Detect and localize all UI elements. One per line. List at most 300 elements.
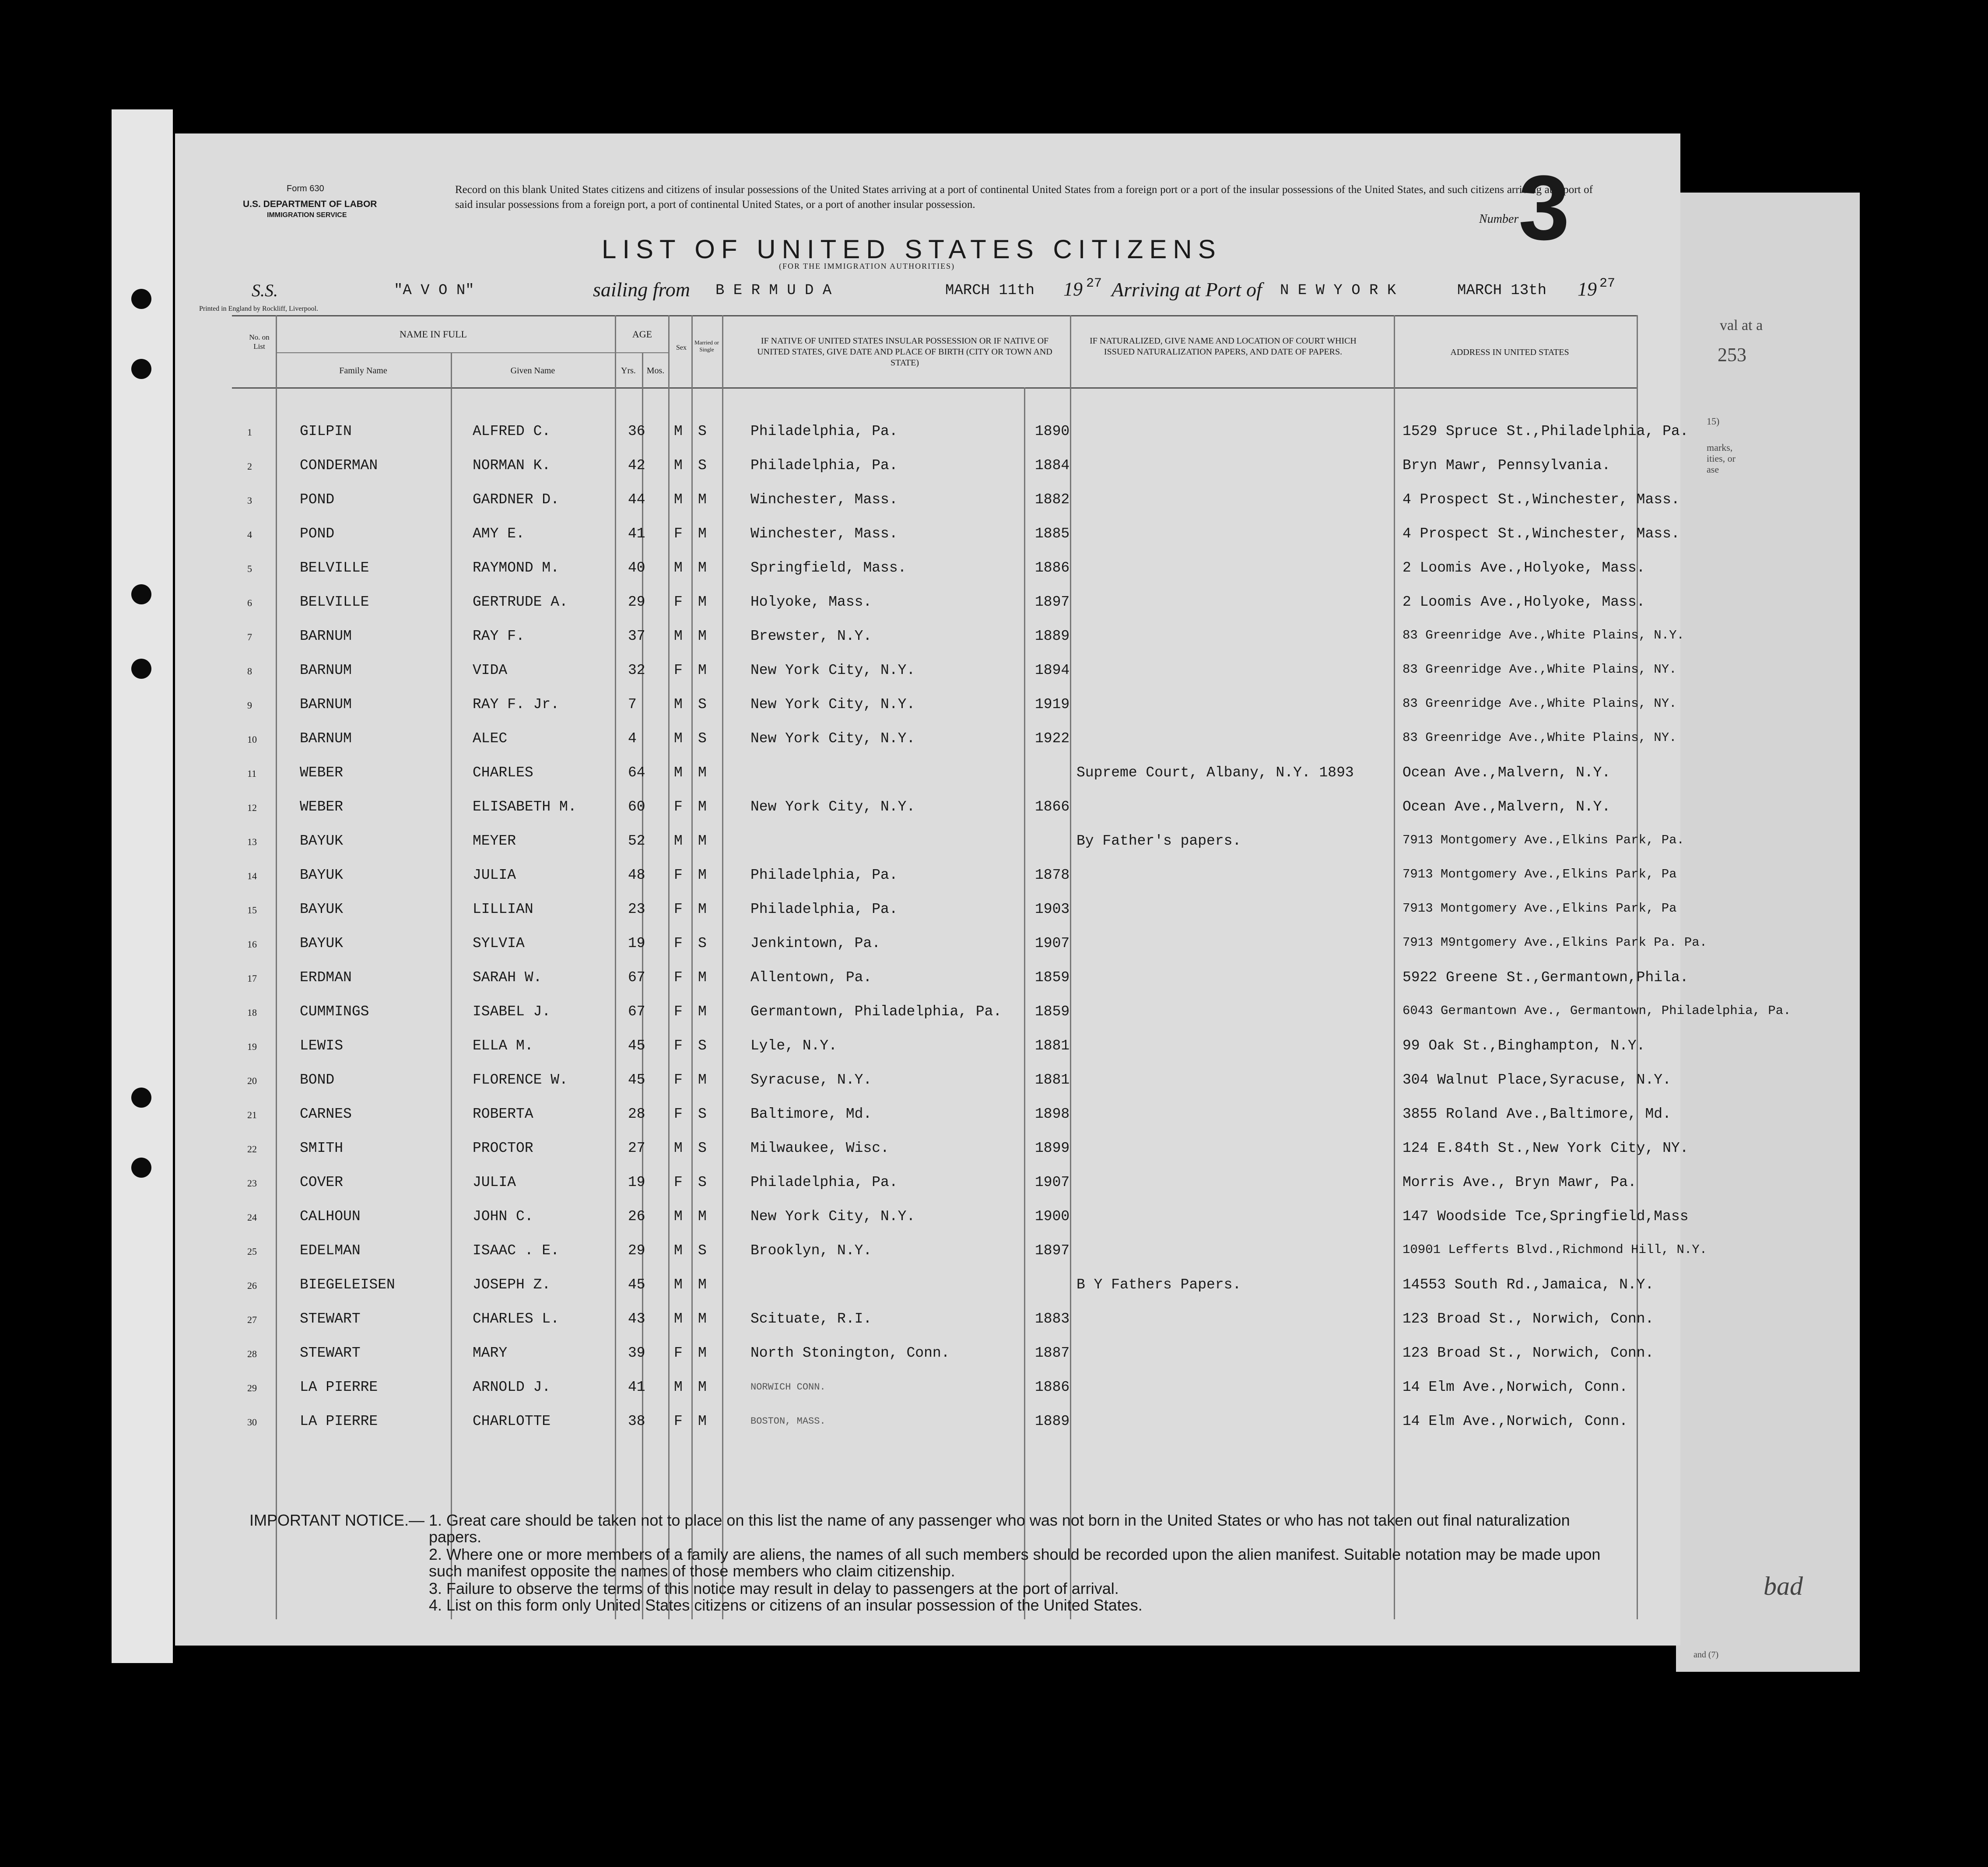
back-text-4: marks, [1707,442,1733,453]
address: 147 Woodside Tce,Springfield,Mass [1402,1208,1689,1225]
birth-year: 1899 [1035,1140,1070,1156]
marital-status: S [698,1174,707,1190]
header-family-name: Family Name [339,366,387,376]
header-yrs: Yrs. [621,366,636,376]
row-number: 20 [247,1075,257,1086]
header-name-in-full: NAME IN FULL [400,329,467,340]
birth-year: 1894 [1035,662,1070,678]
service: IMMIGRATION SERVICE [267,211,347,219]
birthplace: Milwaukee, Wisc. [750,1140,889,1156]
family-name: BARNUM [300,696,352,712]
birth-year: 1903 [1035,901,1070,917]
given-name: MARY [473,1345,508,1361]
row-number: 1 [247,427,252,438]
row-number: 24 [247,1212,257,1223]
arrive-year-prefix: 19 [1578,278,1597,300]
birthplace: Springfield, Mass. [750,560,907,576]
age: 48 [628,867,645,883]
header-married-single: Married or Single [694,339,719,353]
address: 14 Elm Ave.,Norwich, Conn. [1402,1379,1628,1395]
header-native: IF NATIVE OF UNITED STATES INSULAR POSSESSION OR IF NATIVE OF UNITED STATES, GIVE DATE AND PLACE OF BIRTH (CITY OR TOWN AND STATE) [757,336,1052,368]
table-row [175,1028,1680,1062]
table-row [175,721,1680,755]
age: 23 [628,901,645,917]
sex: M [674,457,683,474]
table-row [175,1165,1680,1199]
row-number: 12 [247,802,257,813]
age: 29 [628,1242,645,1259]
sex: F [674,1174,683,1190]
table-row [175,789,1680,823]
given-name: ROBERTA [473,1106,533,1122]
birth-year: 1878 [1035,867,1070,883]
table-row [175,516,1680,550]
marital-status: M [698,833,707,849]
given-name: GARDNER D. [473,491,560,508]
marital-status: M [698,526,707,542]
given-name: CHARLES L. [473,1311,560,1327]
birthplace: Philadelphia, Pa. [750,457,898,474]
age: 60 [628,799,645,815]
depart-date: MARCH 11th [945,282,1035,299]
table-row [175,618,1684,653]
age: 4 [628,730,637,747]
family-name: BELVILLE [300,560,369,576]
sex: F [674,594,683,610]
age: 52 [628,833,645,849]
marital-status: S [698,730,707,747]
family-name: BARNUM [300,662,352,678]
address: 83 Greenridge Ave.,White Plains, N.Y. [1402,628,1684,642]
birth-year: 1881 [1035,1072,1070,1088]
given-name: ISABEL J. [473,1004,551,1020]
sex: F [674,662,683,678]
birthplace: North Stonington, Conn. [750,1345,950,1361]
birthplace: New York City, N.Y. [750,662,915,678]
header-naturalized: IF NATURALIZED, GIVE NAME AND LOCATION OF COURT WHICH ISSUED NATURALIZATION PAPERS, AND DATE OF PAPERS. [1090,336,1357,357]
marital-status: M [698,491,707,508]
birth-year: 1859 [1035,969,1070,986]
row-number: 28 [247,1348,257,1359]
header-address: ADDRESS IN UNITED STATES [1450,347,1569,357]
family-name: BOND [300,1072,335,1088]
family-name: COVER [300,1174,344,1190]
birthplace: Syracuse, N.Y. [750,1072,872,1088]
given-name: AMY E. [473,526,525,542]
birth-year: 1889 [1035,628,1070,644]
marital-status: S [698,935,707,951]
notice-item-2: 2. Where one or more members of a family are aliens, the names of all such members should be recorded upon the alien manifest. Suitable notation may be made upon such manifest opposite the names of those members who claim citizenship. [429,1545,1601,1580]
row-number: 13 [247,836,257,847]
address: 6043 Germantown Ave., Germantown, Philadelphia, Pa. [1402,1004,1791,1018]
age: 39 [628,1345,645,1361]
given-name: MEYER [473,833,516,849]
address: 3855 Roland Ave.,Baltimore, Md. [1402,1106,1671,1122]
back-text-8: and (7) [1693,1650,1719,1660]
address: 83 Greenridge Ave.,White Plains, NY. [1402,730,1677,745]
birth-year: 1897 [1035,1242,1070,1259]
table-row [175,891,1680,926]
age: 64 [628,765,645,781]
marital-status: S [698,696,707,712]
address: 14 Elm Ave.,Norwich, Conn. [1402,1413,1628,1429]
given-name: JOSEPH Z. [473,1277,551,1293]
birth-year: 1884 [1035,457,1070,474]
given-name: JULIA [473,1174,516,1190]
birthplace: Allentown, Pa. [750,969,872,986]
given-name: RAY F. Jr. [473,696,560,712]
sailing-label: sailing from [593,278,690,301]
given-name: JULIA [473,867,516,883]
address: 7913 Montgomery Ave.,Elkins Park, Pa [1402,901,1677,916]
address: 304 Walnut Place,Syracuse, N.Y. [1402,1072,1671,1088]
row-number: 22 [247,1144,257,1155]
birthplace: New York City, N.Y. [750,1208,915,1225]
sex: M [674,1379,683,1395]
address: Ocean Ave.,Malvern, N.Y. [1402,799,1611,815]
family-name: SMITH [300,1140,344,1156]
family-name: WEBER [300,765,344,781]
table-row [175,1062,1680,1096]
address: 2 Loomis Ave.,Holyoke, Mass. [1402,594,1645,610]
marital-status: M [698,799,707,815]
family-name: CARNES [300,1106,352,1122]
sex: M [674,1242,683,1259]
marital-status: M [698,969,707,986]
age: 41 [628,526,645,542]
table-row [175,1267,1680,1301]
family-name: BAYUK [300,935,344,951]
table-row [175,550,1680,584]
age: 42 [628,457,645,474]
table-row [175,653,1680,687]
age: 45 [628,1038,645,1054]
given-name: LILLIAN [473,901,533,917]
marital-status: M [698,662,707,678]
back-text-3: 15) [1707,416,1720,427]
given-name: JOHN C. [473,1208,533,1225]
marital-status: M [698,1379,707,1395]
marital-status: S [698,1106,707,1122]
birthplace: Germantown, Philadelphia, Pa. [750,1004,1002,1020]
sex: F [674,526,683,542]
number-label: Number [1479,212,1519,226]
row-number: 30 [247,1417,257,1428]
birth-year: 1885 [1035,526,1070,542]
row-number: 15 [247,905,257,916]
age: 45 [628,1072,645,1088]
table-row [175,1369,1680,1404]
address: 10901 Lefferts Blvd.,Richmond Hill, N.Y. [1402,1242,1708,1257]
birth-year: 1886 [1035,1379,1070,1395]
age: 38 [628,1413,645,1429]
birth-year: 1866 [1035,799,1070,815]
given-name: ALFRED C. [473,423,551,439]
age: 37 [628,628,645,644]
given-name: CHARLES [473,765,533,781]
address: 14553 South Rd.,Jamaica, N.Y. [1402,1277,1654,1293]
address: 4 Prospect St.,Winchester, Mass. [1402,491,1680,508]
table-row [175,1130,1689,1165]
marital-status: M [698,1208,707,1225]
family-name: WEBER [300,799,344,815]
age: 36 [628,423,645,439]
table-row [175,755,1680,789]
family-name: BARNUM [300,628,352,644]
sex: M [674,1311,683,1327]
printer-note: Printed in England by Rockliff, Liverpool. [199,305,319,312]
sex: F [674,1345,683,1361]
row-number: 19 [247,1041,257,1052]
port-to: N E W Y O R K [1280,282,1396,299]
given-name: RAYMOND M. [473,560,560,576]
list-number: 3 [1518,156,1570,259]
row-number: 18 [247,1007,257,1018]
marital-status: M [698,765,707,781]
birth-year: 1907 [1035,1174,1070,1190]
age: 32 [628,662,645,678]
age: 19 [628,1174,645,1190]
row-number: 29 [247,1383,257,1393]
birthplace: Philadelphia, Pa. [750,423,898,439]
sex: F [674,1413,683,1429]
row-number: 14 [247,870,257,881]
name-header-rule [276,352,670,353]
table-header-rule [232,387,1637,389]
given-name: VIDA [473,662,508,678]
row-number: 7 [247,632,252,642]
given-name: ELLA M. [473,1038,533,1054]
sex: M [674,1277,683,1293]
notice-item-3: 3. Failure to observe the terms of this notice may result in delay to passengers at the port of arrival. [429,1579,1119,1597]
table-row [175,1199,1689,1233]
address: Morris Ave., Bryn Mawr, Pa. [1402,1174,1637,1190]
sex: F [674,799,683,815]
birth-year: 1859 [1035,1004,1070,1020]
sex: F [674,1072,683,1088]
back-text-2: 253 [1718,344,1746,365]
form-instructions: Record on this blank United States citizens and citizens of insular possessions of the United States arriving at a port of continental United States from a foreign port or a port of the insular possessions of the United States, and such citizens arriving at a port of said insular possessions from a foreign port, a port of continental United States, or a port of another insular possession. [455,184,1593,211]
sex: M [674,560,683,576]
header-mos: Mos. [646,366,665,376]
table-row [175,414,1689,448]
sex: M [674,696,683,712]
address: 99 Oak St.,Binghampton, N.Y. [1402,1038,1645,1054]
given-name: ISAAC . E. [473,1242,560,1259]
birth-year: 1890 [1035,423,1070,439]
family-name: POND [300,491,335,508]
given-name: ELISABETH M. [473,799,577,815]
sex: F [674,1106,683,1122]
birth-year: 1882 [1035,491,1070,508]
address: 7913 M9ntgomery Ave.,Elkins Park Pa. Pa. [1402,935,1708,950]
sex: F [674,1004,683,1020]
birthplace: Scituate, R.I. [750,1311,872,1327]
table-row [175,1404,1680,1438]
table-row [175,960,1689,994]
marital-status: M [698,1277,707,1293]
binder-strip [112,109,173,1663]
sex: F [674,1038,683,1054]
birthplace: New York City, N.Y. [750,696,915,712]
sex: M [674,765,683,781]
sex: M [674,730,683,747]
birthplace: Brooklyn, N.Y. [750,1242,872,1259]
page-subtitle: (FOR THE IMMIGRATION AUTHORITIES) [779,262,955,270]
sex: F [674,969,683,986]
table-row [175,823,1684,857]
back-sheet [1676,193,1860,1672]
age: 45 [628,1277,645,1293]
address: 5922 Greene St.,Germantown,Phila. [1402,969,1689,986]
age: 43 [628,1311,645,1327]
birth-year: 1886 [1035,560,1070,576]
family-name: LA PIERRE [300,1413,378,1429]
header-given-name: Given Name [510,366,555,376]
given-name: RAY F. [473,628,525,644]
back-text-6: ase [1707,464,1719,475]
address: 123 Broad St., Norwich, Conn. [1402,1345,1654,1361]
marital-status: S [698,1140,707,1156]
back-text-1: val at a [1720,317,1763,333]
given-name: FLORENCE W. [473,1072,568,1088]
marital-status: M [698,867,707,883]
age: 41 [628,1379,645,1395]
table-row [175,482,1680,516]
birthplace: Brewster, N.Y. [750,628,872,644]
row-number: 16 [247,939,257,950]
age: 26 [628,1208,645,1225]
address: 124 E.84th St.,New York City, NY. [1402,1140,1689,1156]
ship-name: "A V O N" [394,282,474,299]
arrive-date: MARCH 13th [1457,282,1547,299]
marital-status: M [698,594,707,610]
marital-status: M [698,1072,707,1088]
row-number: 11 [247,768,257,779]
sex: F [674,935,683,951]
table-row [175,584,1680,618]
age: 7 [628,696,637,712]
table-row [175,926,1708,960]
family-name: CALHOUN [300,1208,361,1225]
marital-status: M [698,560,707,576]
marital-status: M [698,1413,707,1429]
given-name: PROCTOR [473,1140,533,1156]
birthplace: Winchester, Mass. [750,491,898,508]
family-name: EDELMAN [300,1242,361,1259]
address: Bryn Mawr, Pennsylvania. [1402,457,1611,474]
row-number: 21 [247,1109,257,1120]
birth-year: 1907 [1035,935,1070,951]
given-name: ALEC [473,730,508,747]
binder-hole [131,659,151,679]
address: 2 Loomis Ave.,Holyoke, Mass. [1402,560,1645,576]
marital-status: M [698,1345,707,1361]
table-row [175,687,1680,721]
birth-year: 1922 [1035,730,1070,747]
depart-year: 27 [1086,276,1102,291]
address: 4 Prospect St.,Winchester, Mass. [1402,526,1680,542]
address: 123 Broad St., Norwich, Conn. [1402,1311,1654,1327]
age: 67 [628,1004,645,1020]
sex: M [674,423,683,439]
binder-hole [131,1158,151,1178]
notice-item-1: 1. Great care should be taken not to place on this list the name of any passenger who was not born in the United States or who has not taken out final naturalization papers. [429,1511,1570,1546]
row-number: 10 [247,734,257,745]
table-row [175,448,1680,482]
birthplace: Lyle, N.Y. [750,1038,838,1054]
table-row [175,1233,1708,1267]
age-header-rule [615,352,668,353]
arrive-year: 27 [1599,276,1616,291]
row-number: 8 [247,666,252,677]
family-name: BELVILLE [300,594,369,610]
birthplace: NORWICH CONN. [750,1382,826,1393]
sex: M [674,1140,683,1156]
birth-year: 1900 [1035,1208,1070,1225]
birth-year: 1898 [1035,1106,1070,1122]
header-no: No. on List [249,333,270,351]
given-name: SYLVIA [473,935,525,951]
ss-label: S.S. [252,281,278,300]
given-name: ARNOLD J. [473,1379,551,1395]
naturalization: Supreme Court, Albany, N.Y. 1893 [1076,765,1354,781]
back-text-7: bad [1764,1572,1803,1600]
family-name: BAYUK [300,867,344,883]
row-number: 6 [247,597,252,608]
row-number: 4 [247,529,252,540]
binder-hole [131,289,151,309]
address: 1529 Spruce St.,Philadelphia, Pa. [1402,423,1689,439]
given-name: SARAH W. [473,969,542,986]
table-row [175,994,1791,1028]
age: 28 [628,1106,645,1122]
given-name: GERTRUDE A. [473,594,568,610]
given-name: NORMAN K. [473,457,551,474]
sex: F [674,901,683,917]
form-number: Form 630 [287,184,324,193]
marital-status: M [698,628,707,644]
row-number: 25 [247,1246,257,1257]
birthplace: Winchester, Mass. [750,526,898,542]
birth-year: 1881 [1035,1038,1070,1054]
address: Ocean Ave.,Malvern, N.Y. [1402,765,1611,781]
address: 83 Greenridge Ave.,White Plains, NY. [1402,696,1677,711]
row-number: 5 [247,563,252,574]
family-name: LA PIERRE [300,1379,378,1395]
birth-year: 1919 [1035,696,1070,712]
header-age: AGE [632,329,652,340]
family-name: BAYUK [300,833,344,849]
row-number: 2 [247,461,252,472]
row-number: 23 [247,1178,257,1189]
marital-status: S [698,1242,707,1259]
family-name: ERDMAN [300,969,352,986]
row-number: 17 [247,973,257,984]
birthplace: Holyoke, Mass. [750,594,872,610]
marital-status: M [698,1311,707,1327]
family-name: BAYUK [300,901,344,917]
marital-status: M [698,1004,707,1020]
arriving-label: Arriving at Port of [1111,278,1262,301]
binder-hole [131,359,151,379]
table-row [175,1335,1680,1369]
age: 67 [628,969,645,986]
row-number: 27 [247,1314,257,1325]
family-name: BIEGELEISEN [300,1277,395,1293]
sex: M [674,833,683,849]
page-title: LIST OF UNITED STATES CITIZENS [602,235,1222,264]
